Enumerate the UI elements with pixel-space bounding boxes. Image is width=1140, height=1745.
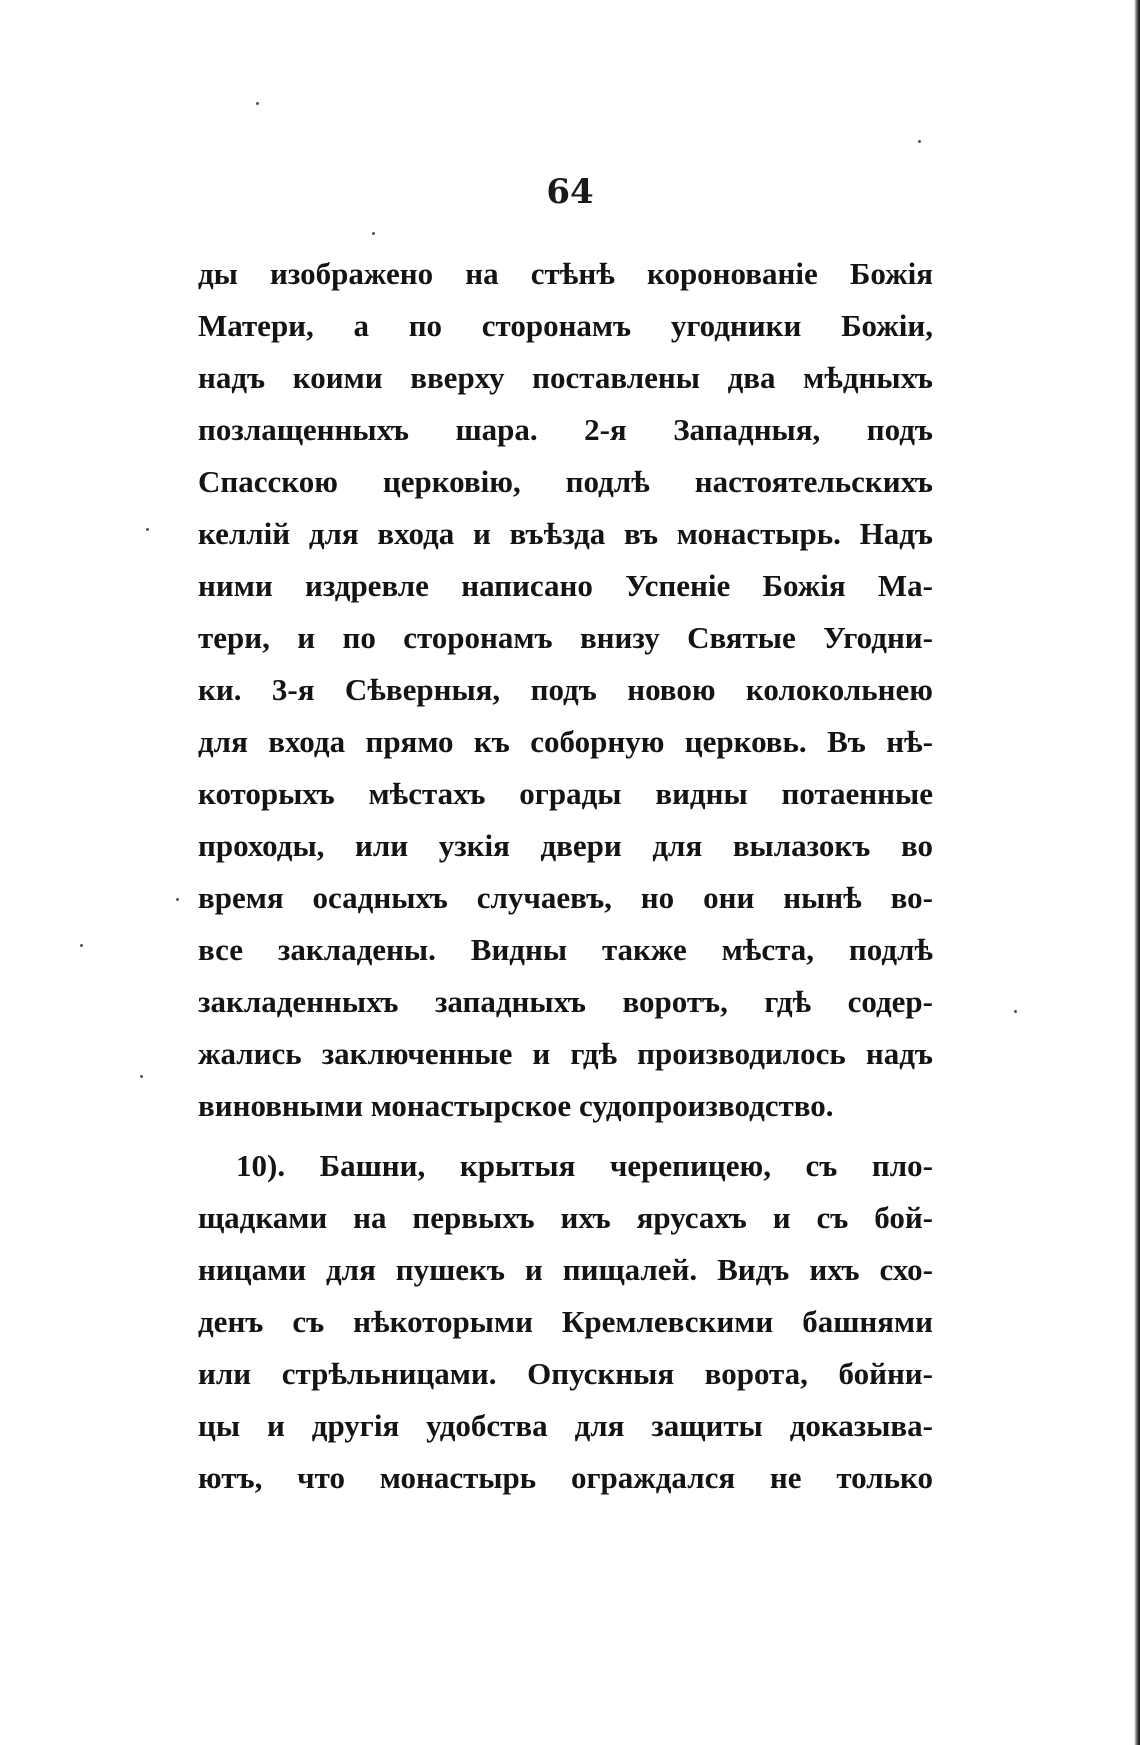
text-line: закладенныхъ западныхъ воротъ, гдѣ содер- bbox=[198, 984, 933, 1019]
text-line: Спасскою церковію, подлѣ настоятельскихъ bbox=[198, 464, 933, 499]
text-line: виновными монастырское судопроизводство. bbox=[198, 1088, 834, 1123]
scan-speck bbox=[80, 944, 83, 947]
text-line: все закладены. Видны также мѣста, подлѣ bbox=[198, 932, 933, 967]
text-line: жались заключенные и гдѣ производилось надъ bbox=[198, 1036, 933, 1071]
scan-speck bbox=[176, 898, 179, 901]
text-line: Матери, а по сторонамъ угодники Божіи, bbox=[198, 308, 933, 343]
text-line: ки. 3-я Сѣверныя, подъ новою колокольнею bbox=[198, 672, 933, 707]
text-line: тери, и по сторонамъ внизу Святые Угодни- bbox=[198, 620, 933, 655]
text-line: время осадныхъ случаевъ, но они нынѣ во- bbox=[198, 880, 933, 915]
scan-speck bbox=[918, 140, 921, 143]
text-line: келлій для входа и въѣзда въ монастырь. Надъ bbox=[198, 516, 933, 551]
scan-speck bbox=[1014, 1010, 1017, 1013]
text-line: денъ съ нѣкоторыми Кремлевскими башнями bbox=[198, 1304, 933, 1339]
scan-speck bbox=[140, 1075, 143, 1078]
text-line: ницами для пушекъ и пищалей. Видъ ихъ схо- bbox=[198, 1252, 933, 1287]
text-line: позлащенныхъ шара. 2-я Западныя, подъ bbox=[198, 412, 933, 447]
text-line: которыхъ мѣстахъ ограды видны потаенные bbox=[198, 776, 933, 811]
text-line: для входа прямо къ соборную церковь. Въ нѣ- bbox=[198, 724, 933, 759]
scan-speck bbox=[256, 102, 259, 105]
text-line: надъ коими вверху поставлены два мѣдныхъ bbox=[198, 360, 933, 395]
text-line: ды изображено на стѣнѣ коронованіе Божія bbox=[198, 256, 933, 291]
body-text bbox=[198, 248, 933, 1504]
page-edge-shadow bbox=[1134, 0, 1140, 1745]
scan-speck bbox=[372, 232, 375, 235]
text-line: 10). Башни, крытыя черепицею, съ пло- bbox=[236, 1148, 933, 1183]
text-line: ними издревле написано Успеніе Божія Ма- bbox=[198, 568, 933, 603]
text-line: щадками на первыхъ ихъ ярусахъ и съ бой- bbox=[198, 1200, 933, 1235]
scan-speck bbox=[146, 528, 149, 531]
text-line: цы и другія удобства для защиты доказыва- bbox=[198, 1408, 933, 1443]
text-line: или стрѣльницами. Опускныя ворота, бойни- bbox=[198, 1356, 933, 1391]
text-line: проходы, или узкія двери для вылазокъ во bbox=[198, 828, 933, 863]
page-number: 64 bbox=[546, 172, 594, 212]
paragraph-gap bbox=[198, 1132, 933, 1140]
text-line: ютъ, что монастырь ограждался не только bbox=[198, 1460, 933, 1495]
